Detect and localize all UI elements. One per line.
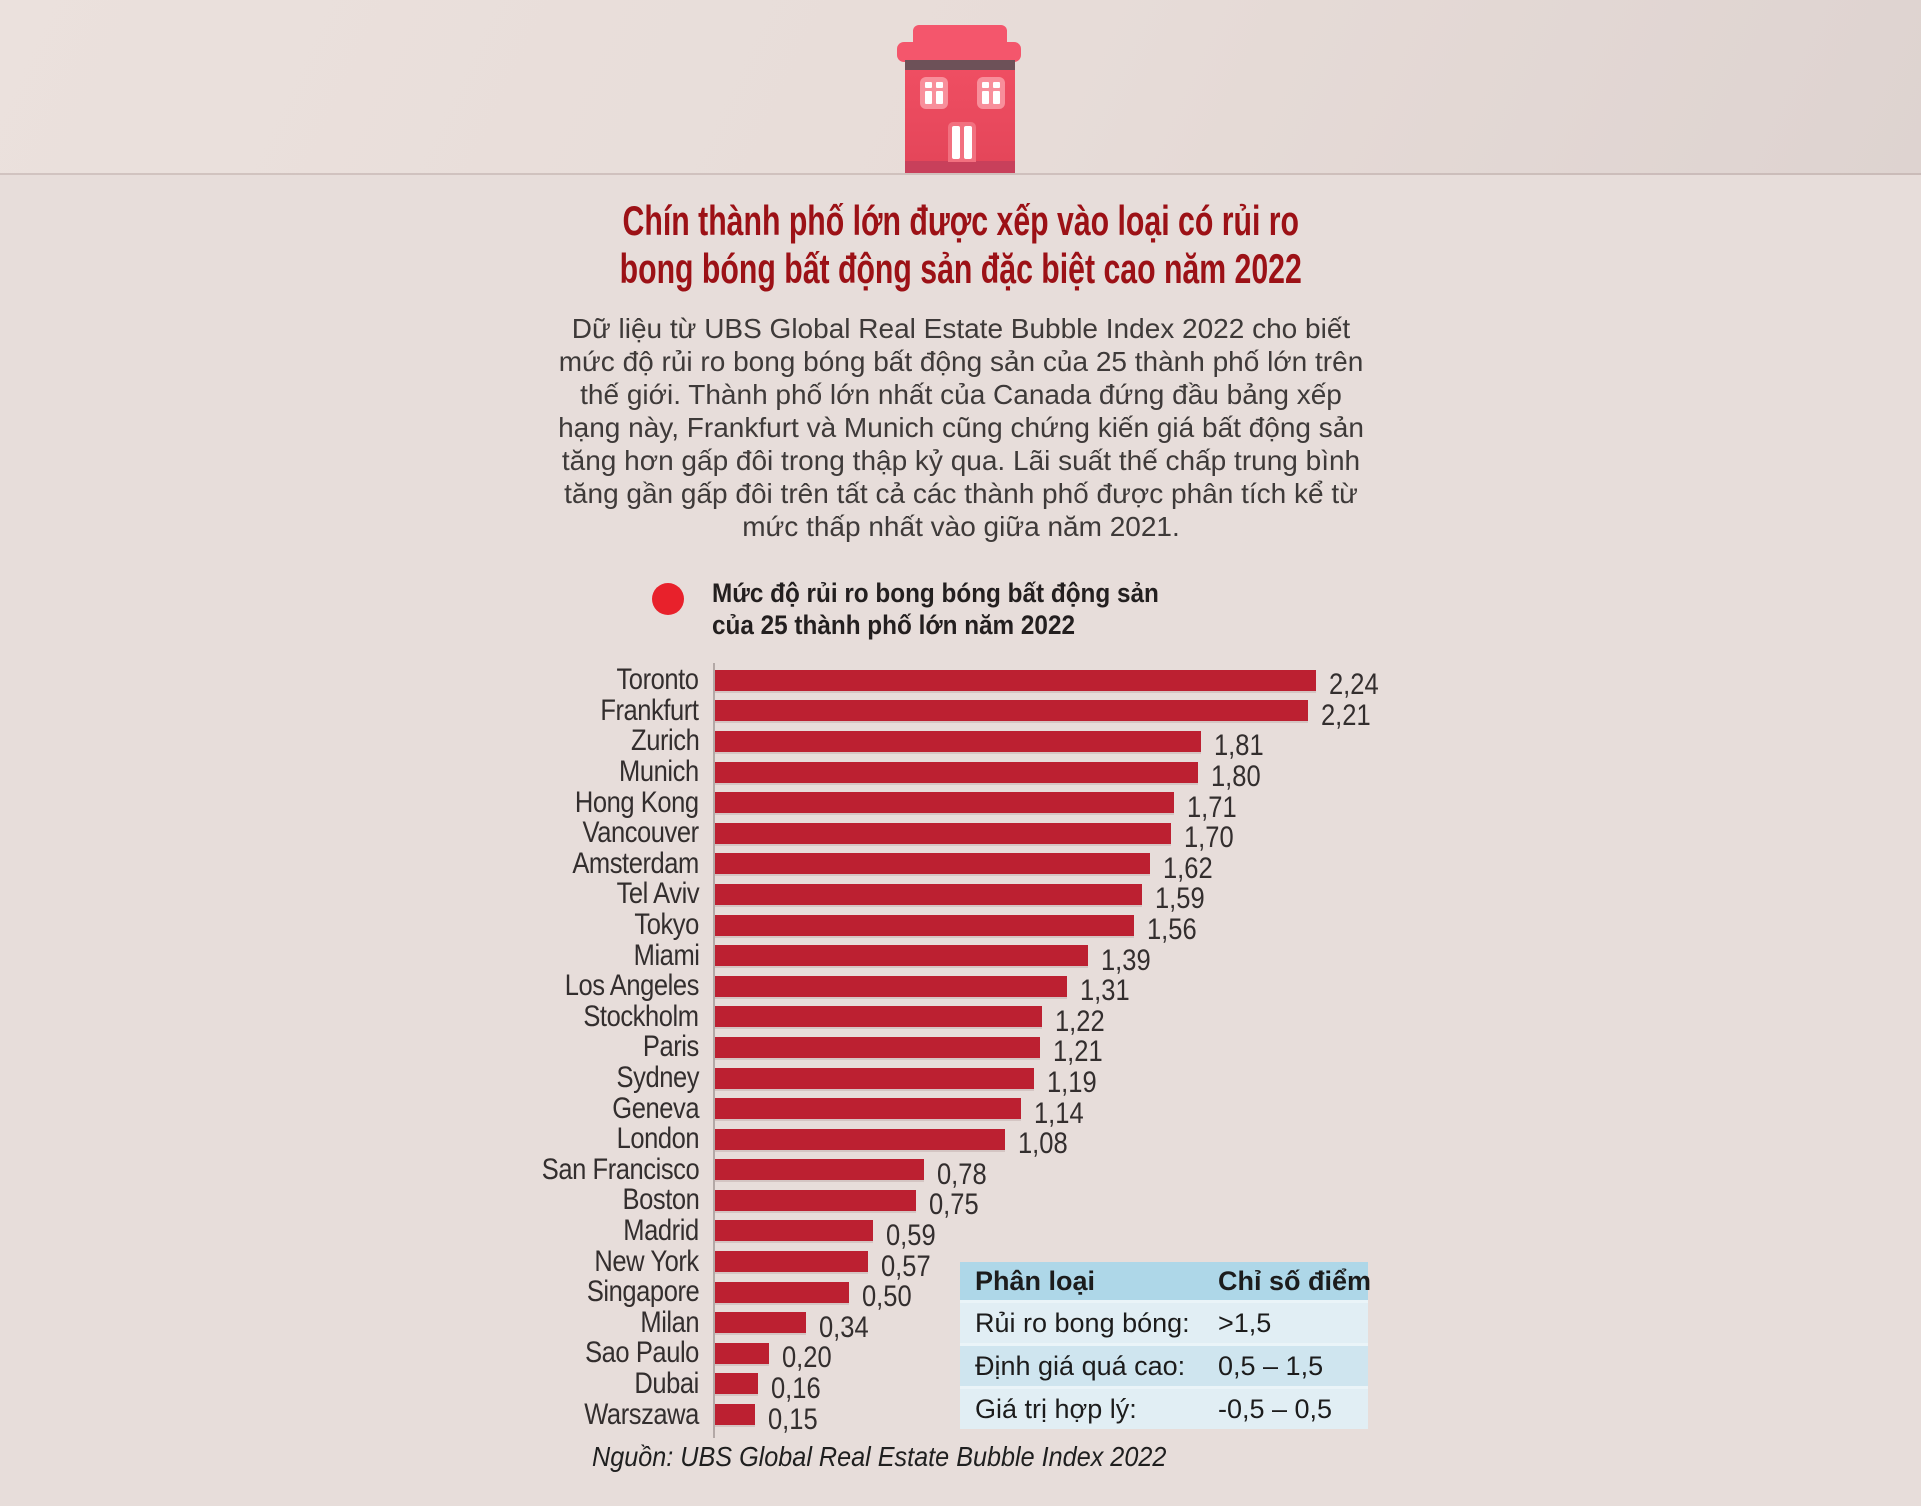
bar-value: 1,14 [1034, 1096, 1084, 1130]
chart-row [0, 1091, 1921, 1130]
bar-label: Stockholm [583, 999, 699, 1033]
chart-row [0, 1061, 1921, 1100]
bar-label: Warszawa [584, 1397, 699, 1431]
bar [715, 853, 1150, 874]
bar-label: Paris [643, 1030, 699, 1064]
bar-value: 0,15 [768, 1402, 818, 1436]
bar-value: 0,34 [819, 1310, 869, 1344]
table-row-label: Rủi ro bong bóng: [975, 1307, 1190, 1338]
chart-row [0, 693, 1921, 732]
bar-label: San Francisco [541, 1152, 699, 1186]
bar [715, 762, 1198, 783]
table-row [960, 1346, 1368, 1386]
table-row [960, 1303, 1368, 1343]
bar [715, 731, 1201, 752]
table-header-category: Phân loại [975, 1265, 1096, 1296]
chart-row [0, 1152, 1921, 1191]
bar-value: 1,39 [1101, 943, 1151, 977]
bar-label: Sao Paulo [585, 1336, 699, 1370]
bar-label: Hong Kong [575, 785, 699, 819]
page-title [0, 197, 1921, 293]
bar-value: 1,81 [1214, 729, 1264, 763]
house-eave [905, 60, 1015, 70]
legend-line2: của 25 thành phố lớn năm 2022 [712, 610, 1075, 640]
chart-row [0, 1030, 1921, 1069]
bar-label: Singapore [586, 1275, 699, 1309]
bar [715, 1220, 873, 1241]
bar-label: Munich [619, 755, 699, 789]
chart-row [0, 1122, 1921, 1161]
bar-label: Dubai [634, 1366, 699, 1400]
bar-value: 0,50 [862, 1280, 912, 1314]
bar [715, 1190, 916, 1211]
chart-row [0, 1183, 1921, 1222]
bar-value: 1,22 [1055, 1004, 1105, 1038]
bar-value: 2,24 [1329, 668, 1379, 702]
bar-value: 1,71 [1187, 790, 1237, 824]
bar [715, 1251, 868, 1272]
bar-label: Madrid [623, 1213, 699, 1247]
chart-row [0, 999, 1921, 1038]
bar [715, 1343, 769, 1364]
table-row-label: Định giá quá cao: [975, 1350, 1186, 1381]
bar-value: 1,80 [1211, 760, 1261, 794]
bar-value: 0,75 [929, 1188, 979, 1222]
bar-value: 0,16 [771, 1371, 821, 1405]
chart-row [0, 755, 1921, 794]
bar [715, 1282, 849, 1303]
bar-value: 1,59 [1155, 882, 1205, 916]
bar [715, 1006, 1042, 1027]
bar-value: 0,78 [937, 1157, 987, 1191]
bar [715, 1373, 758, 1394]
bar [715, 915, 1134, 936]
bar [715, 823, 1171, 844]
bar-value: 0,59 [886, 1218, 936, 1252]
table-row [960, 1389, 1368, 1429]
bar-value: 1,31 [1080, 974, 1130, 1008]
table-row-value: -0,5 – 0,5 [1218, 1393, 1333, 1424]
bar-label: Geneva [612, 1091, 699, 1125]
house-window-left [920, 77, 948, 109]
bar-value: 1,56 [1147, 913, 1197, 947]
bar-label: London [616, 1122, 699, 1156]
bar [715, 1037, 1040, 1058]
bar [715, 670, 1316, 691]
house-window-right [977, 77, 1005, 109]
bar [715, 1159, 924, 1180]
source-note: Nguồn: UBS Global Real Estate Bubble Index 2022 [592, 1441, 1167, 1472]
chart-row [0, 969, 1921, 1008]
legend-line1: Mức độ rủi ro bong bóng bất động sản [712, 578, 1159, 608]
bar [715, 792, 1174, 813]
classification-table [960, 1262, 1372, 1429]
bar-label: Sydney [616, 1061, 699, 1095]
bar [715, 1312, 806, 1333]
page-title-line2: bong bóng bất động sản đặc biệt cao năm 2022 [619, 245, 1302, 292]
bar-value: 0,20 [782, 1341, 832, 1375]
chart-row [0, 785, 1921, 824]
table-row-value: 0,5 – 1,5 [1218, 1350, 1324, 1381]
chart-row [0, 663, 1921, 702]
bar-label: Tokyo [634, 908, 699, 942]
bar-value: 1,62 [1163, 851, 1213, 885]
bar-label: Boston [622, 1183, 699, 1217]
bar-value: 1,08 [1018, 1127, 1068, 1161]
table-row-value: >1,5 [1218, 1307, 1272, 1338]
bar [715, 884, 1142, 905]
house-door [948, 122, 976, 162]
bar [715, 1098, 1021, 1119]
bar [715, 1129, 1005, 1150]
bar-label: Toronto [616, 663, 699, 697]
bar-label: Amsterdam [572, 846, 699, 880]
table-header-row [960, 1262, 1372, 1300]
bar-label: Los Angeles [564, 969, 699, 1003]
house-base [905, 161, 1015, 173]
bar-label: Miami [633, 938, 699, 972]
chart-row [0, 816, 1921, 855]
chart-row [0, 938, 1921, 977]
bar-label: Vancouver [582, 816, 699, 850]
bar-value: 0,57 [881, 1249, 931, 1283]
legend-dot-icon [652, 583, 684, 615]
chart-row [0, 877, 1921, 916]
page-title-line1: Chín thành phố lớn được xếp vào loại có rủi ro [622, 197, 1299, 244]
chart-row [0, 908, 1921, 947]
bar [715, 1068, 1034, 1089]
bar-value: 1,70 [1184, 821, 1234, 855]
bar-label: Milan [640, 1305, 699, 1339]
bar [715, 700, 1308, 721]
table-header-score: Chỉ số điểm [1218, 1265, 1372, 1296]
bar-value: 1,21 [1053, 1035, 1103, 1069]
house-roof [897, 42, 1021, 62]
bar [715, 1404, 755, 1425]
table-row-label: Giá trị hợp lý: [975, 1393, 1137, 1424]
intro-paragraph: Dữ liệu từ UBS Global Real Estate Bubble Index 2022 cho biết mức độ rủi ro bong bóng bất động sản của 25 thành phố lớn trên thế giới. Thành phố lớn nhất của Canada đứng đầu bảng xếp hạng này, Frankfurt và Munich cũng chứng kiến giá bất động sản tăng hơn gấp đôi trong thập kỷ qua. Lãi suất thế chấp trung bình tăng gần gấp đôi trên tất cả các thành phố được phân tích kể từ mức thấp nhất vào giữa năm 2021. [558, 313, 1364, 542]
chart-row [0, 846, 1921, 885]
bar-label: Tel Aviv [616, 877, 699, 911]
chart-legend [712, 577, 1209, 641]
bar-label: New York [594, 1244, 699, 1278]
bar-value: 1,19 [1047, 1066, 1097, 1100]
bar-label: Zurich [630, 724, 699, 758]
bar-label: Frankfurt [600, 693, 699, 727]
chart-row [0, 724, 1921, 763]
bar-value: 2,21 [1321, 698, 1371, 732]
bar [715, 945, 1088, 966]
bar [715, 976, 1067, 997]
